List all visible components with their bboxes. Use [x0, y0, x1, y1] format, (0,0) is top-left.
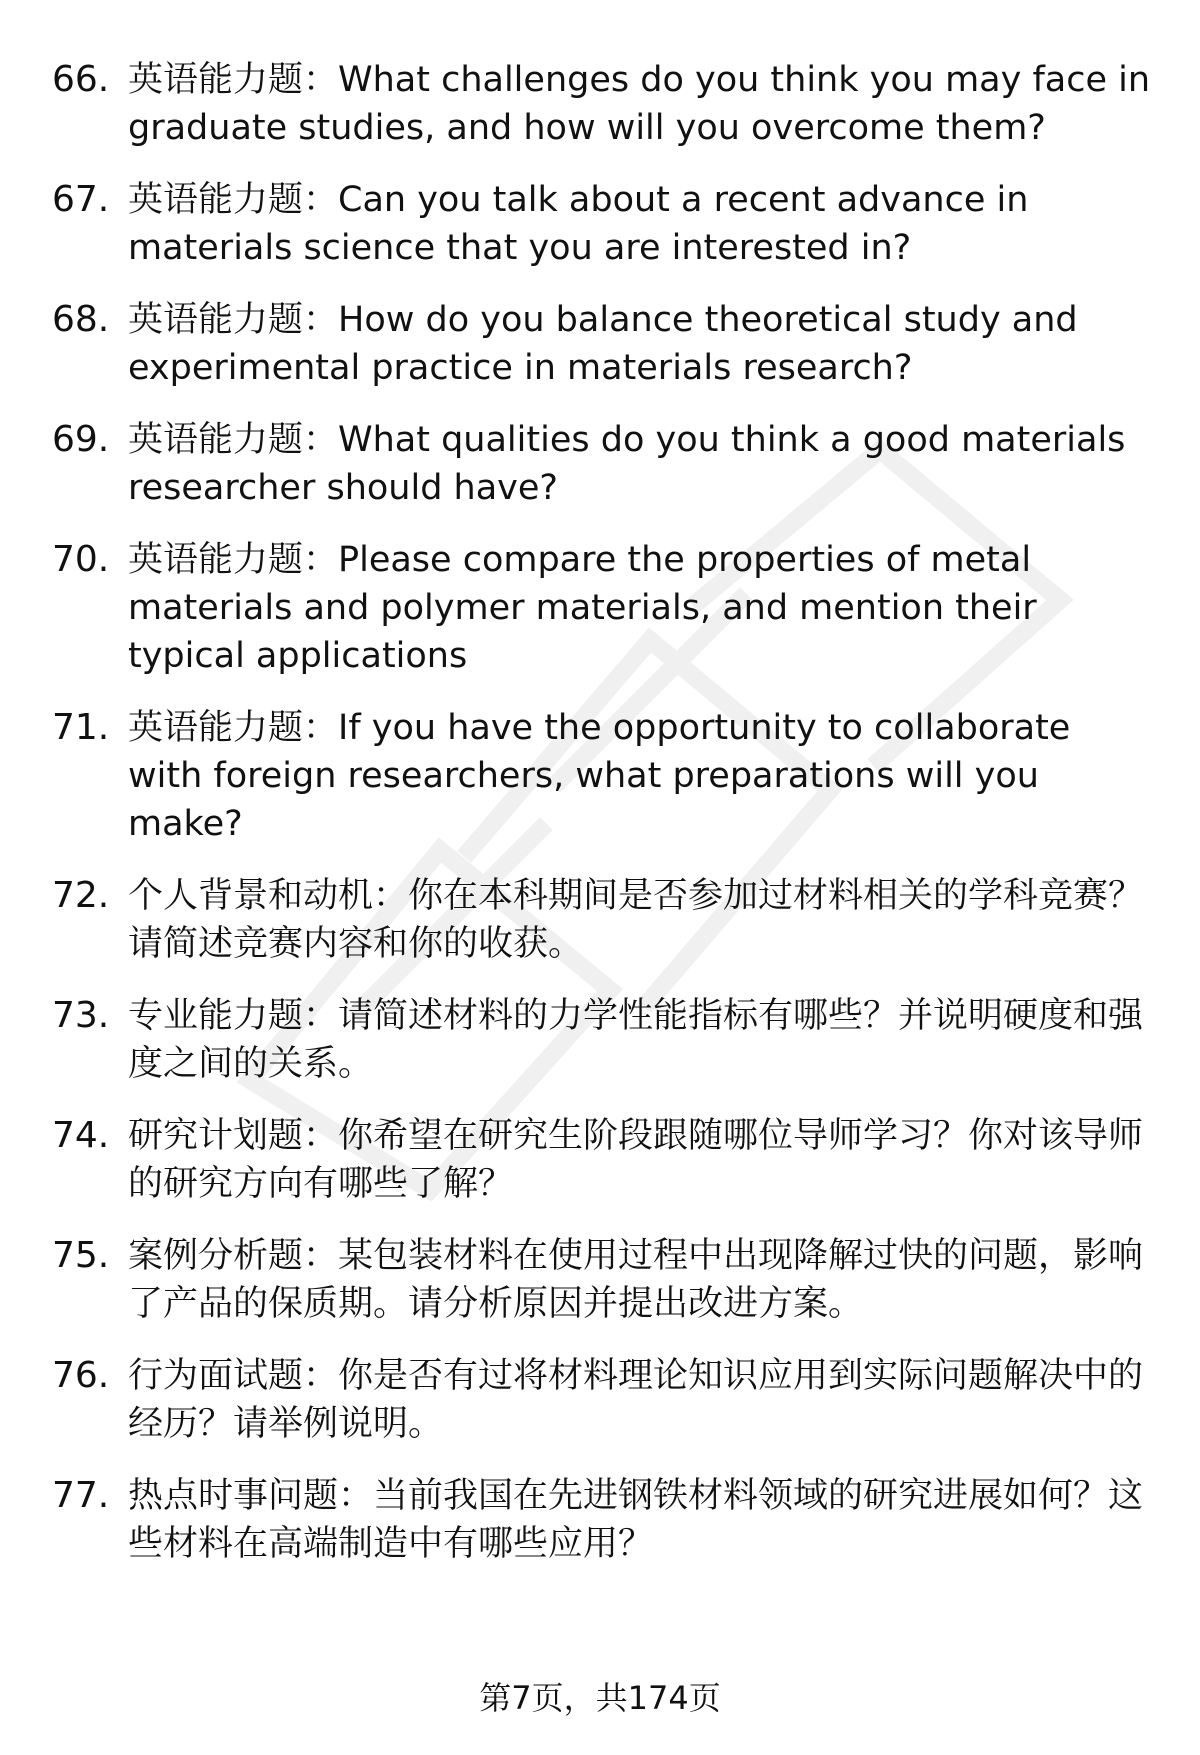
question-number: 66. [52, 59, 110, 100]
question-number: 71. [52, 707, 110, 748]
question-item [52, 1112, 1152, 1208]
question-text: 个人背景和动机：你在本科期间是否参加过材料相关的学科竞赛？请简述竞赛内容和你的收获。 [128, 876, 1144, 964]
question-text: 英语能力题：Please compare the properties of metal materials and polymer materials, and mention their typical applications [128, 540, 1037, 676]
question-item [52, 1472, 1152, 1568]
question-item [52, 176, 1152, 272]
question-text: 英语能力题：Can you talk about a recent advance in materials science that you are interested in? [128, 180, 1029, 268]
question-number: 72. [52, 875, 110, 916]
question-item [52, 992, 1152, 1088]
question-text: 英语能力题：How do you balance theoretical study and experimental practice in materials research? [128, 300, 1078, 388]
question-item [52, 1232, 1152, 1328]
question-number: 76. [52, 1355, 110, 1396]
question-item [52, 56, 1152, 152]
question-text: 行为面试题：你是否有过将材料理论知识应用到实际问题解决中的经历？请举例说明。 [128, 1356, 1144, 1444]
question-item [52, 872, 1152, 968]
question-item [52, 536, 1152, 680]
question-text: 英语能力题：What qualities do you think a good materials researcher should have? [128, 420, 1126, 508]
page-footer: 第7页，共174页 [479, 1679, 721, 1717]
question-number: 75. [52, 1235, 110, 1276]
question-number: 77. [52, 1475, 110, 1516]
question-text: 热点时事问题：当前我国在先进钢铁材料领域的研究进展如何？这些材料在高端制造中有哪些应用？ [128, 1476, 1144, 1564]
question-item [52, 416, 1152, 512]
question-number: 67. [52, 179, 110, 220]
question-item [52, 1352, 1152, 1448]
question-number: 70. [52, 539, 110, 580]
question-text: 专业能力题：请简述材料的力学性能指标有哪些？并说明硬度和强度之间的关系。 [128, 996, 1144, 1084]
question-number: 68. [52, 299, 110, 340]
question-number: 73. [52, 995, 110, 1036]
question-list [52, 56, 1152, 1592]
question-text: 英语能力题：What challenges do you think you may face in graduate studies, and how will you overcome them? [128, 60, 1151, 148]
question-number: 69. [52, 419, 110, 460]
question-item [52, 296, 1152, 392]
question-text: 案例分析题：某包装材料在使用过程中出现降解过快的问题，影响了产品的保质期。请分析原因并提出改进方案。 [128, 1236, 1144, 1324]
question-number: 74. [52, 1115, 110, 1156]
question-item [52, 704, 1152, 848]
question-text: 英语能力题：If you have the opportunity to collaborate with foreign researchers, what preparations will you make? [128, 708, 1071, 844]
question-text: 研究计划题：你希望在研究生阶段跟随哪位导师学习？你对该导师的研究方向有哪些了解？ [128, 1116, 1144, 1204]
